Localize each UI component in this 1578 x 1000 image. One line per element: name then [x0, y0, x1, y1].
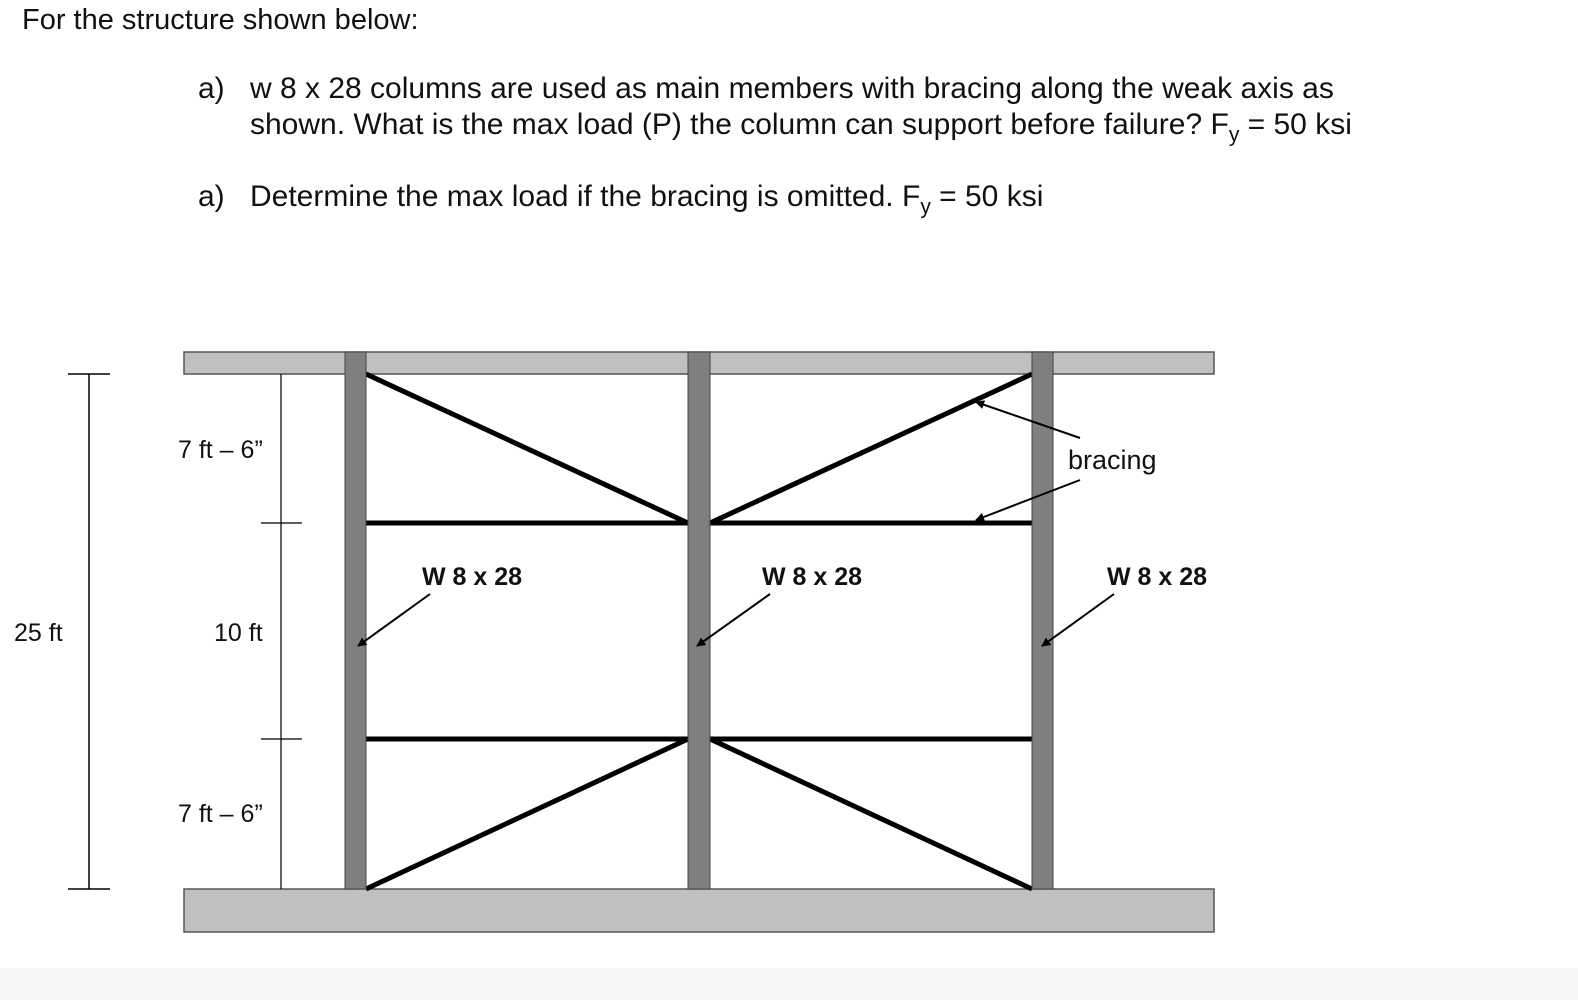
question-b-end: = 50 ksi	[930, 180, 1044, 213]
segment-label-middle: 10 ft	[214, 619, 263, 647]
column-arrow-left	[358, 594, 430, 646]
column-right	[1032, 352, 1053, 889]
bottom-slab	[184, 889, 1214, 932]
intro-text: For the structure shown below:	[22, 4, 419, 36]
bracing-arrow-horizontal	[976, 480, 1080, 520]
total-height-dimension	[68, 374, 110, 889]
column-label-left: W 8 x 28	[422, 563, 523, 591]
total-height-label: 25 ft	[14, 619, 63, 647]
column-left	[345, 352, 366, 889]
diagonal-brace-bottom-right	[710, 739, 1032, 889]
segment-dimension	[261, 374, 302, 889]
segment-label-bottom: 7 ft – 6”	[178, 800, 263, 828]
diagonal-brace-bottom-left	[366, 739, 688, 889]
question-a-subscript: y	[1228, 123, 1240, 147]
column-label-right: W 8 x 28	[1107, 563, 1208, 591]
bracing-arrow-diagonal	[976, 402, 1080, 438]
question-a-line1: w 8 x 28 columns are used as main members with bracing along the weak axis as	[250, 72, 1334, 105]
segment-label-top: 7 ft – 6”	[178, 436, 263, 464]
question-a-line2-text: shown. What is the max load (P) the column can support before failure? F	[250, 108, 1229, 141]
question-a-line2-end: = 50 ksi	[1239, 108, 1352, 141]
column-label-center: W 8 x 28	[762, 563, 863, 591]
question-b-marker: a)	[198, 180, 225, 213]
diagonal-brace-top-left	[366, 374, 688, 523]
diagonal-brace-top-right	[710, 374, 1032, 523]
question-b-subscript: y	[920, 195, 931, 219]
question-b-text: Determine the max load if the bracing is omitted. F	[250, 180, 921, 213]
question-a-marker: a)	[198, 72, 225, 105]
bracing-label: bracing	[1068, 445, 1157, 475]
bottom-strip	[0, 968, 1578, 1000]
column-center	[688, 352, 710, 889]
